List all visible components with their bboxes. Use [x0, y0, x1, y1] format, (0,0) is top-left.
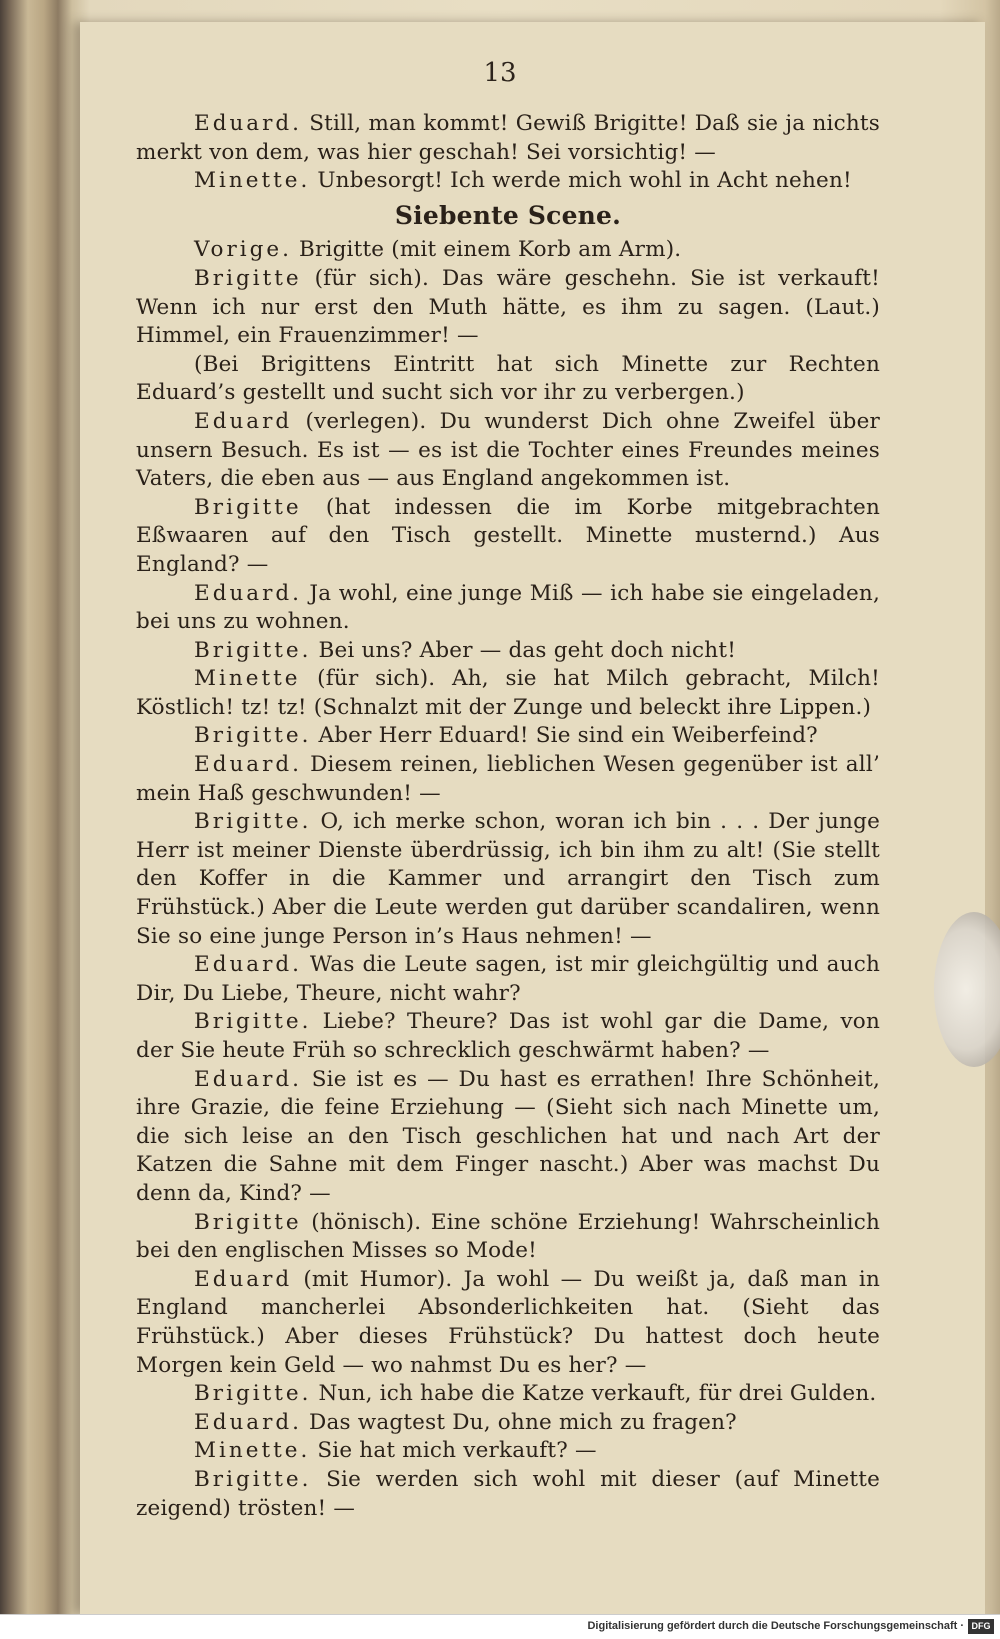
dialogue-paragraph: [136, 494, 880, 580]
dialogue-text: Bei uns? Aber — das geht doch nicht!: [311, 637, 737, 663]
dialogue-paragraph: [136, 1437, 880, 1466]
speaker-name: Vorige.: [194, 237, 292, 263]
dialogue-paragraph: [136, 722, 880, 751]
speaker-name: Minette.: [194, 1438, 311, 1464]
speaker-name: Brigitte.: [194, 723, 312, 749]
dialogue-paragraph: [136, 808, 880, 951]
speaker-name: Brigitte.: [194, 1466, 312, 1492]
dialogue-text: O, ich merke schon, woran ich bin . . . Der junge Herr ist meiner Dienste überdrüssig, ich bin ihm zu alt! (Sie stellt den Koffer in die Kammer und arrangirt den Tisch zum Frühstück.) Aber die Leute werden gut darüber scandaliren, wenn Sie so eine junge Person in’s Haus nehmen! —: [136, 809, 880, 949]
dialogue-text: Sie werden sich wohl mit dieser (auf Minette zeigend) trösten! —: [136, 1466, 880, 1521]
dialogue-paragraph: [136, 167, 880, 196]
dialogue-text: (mit Humor). Ja wohl — Du weißt ja, daß man in England mancherlei Absonderlichkeiten hat. (Sieht das Frühstück.) Aber dieses Frühstück? Du hattest doch heute Morgen kein Geld — wo nahmst Du es her? —: [136, 1266, 880, 1378]
dialogue-paragraph: [136, 1409, 880, 1438]
speaker-name: Minette.: [194, 168, 311, 194]
speaker-name: Eduard: [194, 408, 293, 434]
speaker-name: Brigitte: [194, 1209, 302, 1235]
dialogue-text: (für sich). Ah, sie hat Milch gebracht, Milch! Köstlich! tz! tz! (Schnalzt mit der Zunge und beleckt ihre Lippen.): [136, 666, 880, 720]
speaker-name: Brigitte.: [194, 637, 312, 663]
dialogue-paragraph: [136, 1380, 880, 1409]
speaker-name: Eduard.: [194, 952, 302, 978]
dialogue-paragraph: [136, 351, 880, 408]
footer-bar: [0, 1614, 1000, 1639]
speaker-name: Minette: [194, 666, 301, 692]
dialogue-text: Brigitte (mit einem Korb am Arm).: [291, 237, 682, 263]
dialogue-text: Ja wohl, eine junge Miß — ich habe sie eingeladen, bei uns zu wohnen.: [136, 580, 880, 635]
dfg-logo: DFG: [968, 1619, 994, 1634]
body-text: [136, 110, 880, 1523]
speaker-name: Brigitte: [194, 265, 302, 291]
dialogue-text: Nun, ich habe die Katze verkauft, für drei Gulden.: [311, 1381, 877, 1407]
speaker-name: Eduard.: [194, 1409, 302, 1435]
dialogue-text: Das wagtest Du, ohne mich zu fragen?: [302, 1409, 737, 1435]
speaker-name: Eduard.: [194, 752, 302, 778]
dialogue-paragraph: [136, 110, 880, 167]
speaker-name: Eduard: [194, 1266, 293, 1292]
dialogue-paragraph: [136, 265, 880, 351]
dialogue-paragraph: [136, 637, 880, 666]
dialogue-paragraph: [136, 1266, 880, 1380]
dialogue-paragraph: [136, 408, 880, 494]
speaker-name: Eduard.: [194, 580, 302, 606]
speaker-name: Eduard.: [194, 111, 302, 136]
dialogue-paragraph: [136, 751, 880, 808]
dialogue-text: Aber Herr Eduard! Sie sind ein Weiberfeind?: [311, 723, 818, 749]
dialogue-text: Unbesorgt! Ich werde mich wohl in Acht nehen!: [310, 168, 852, 194]
dialogue-text: Still, man kommt! Gewiß Brigitte! Daß sie ja nichts merkt von dem, was hier geschah! Sei vorsichtig! —: [136, 111, 880, 165]
dialogue-text: Sie hat mich verkauft? —: [310, 1438, 597, 1464]
dialogue-paragraph: [136, 1209, 880, 1266]
dialogue-text: Sie ist es — Du hast es errathen! Ihre Schönheit, ihre Grazie, die feine Erziehung — (Sieht sich nach Minette um, die sich leise an den Tisch geschlichen hat und nach Art der Katzen die Sahne mit dem Finger nascht.) Aber was machst Du denn da, Kind? —: [136, 1066, 880, 1206]
dialogue-paragraph: [136, 1008, 880, 1065]
speaker-name: Brigitte.: [194, 1381, 312, 1407]
page-number: 13: [483, 58, 517, 88]
dialogue-paragraph: [136, 580, 880, 637]
speaker-name: Brigitte.: [194, 809, 312, 835]
dialogue-paragraph: [136, 665, 880, 722]
dialogue-text: (hönisch). Eine schöne Erziehung! Wahrscheinlich bei den englischen Misses so Mode!: [136, 1209, 880, 1264]
speaker-name: Eduard.: [194, 1066, 302, 1092]
dialogue-text: Was die Leute sagen, ist mir gleichgültig und auch Dir, Du Liebe, Theure, nicht wahr?: [136, 952, 880, 1006]
scene-heading: Siebente Scene.: [394, 200, 622, 230]
dialogue-text: (verlegen). Du wunderst Dich ohne Zweifel über unsern Besuch. Es ist — es ist die Tochter eines Freundes meines Vaters, die eben aus — aus England angekommen ist.: [136, 408, 880, 492]
dialogue-paragraph: [136, 951, 880, 1008]
speaker-name: Brigitte.: [194, 1009, 312, 1035]
dialogue-paragraph: [136, 1466, 880, 1523]
dialogue-text: (hat indessen die im Korbe mitgebrachten Eßwaaren auf den Tisch gestellt. Minette musternd.) Aus England? —: [136, 494, 880, 577]
dialogue-text: Diesem reinen, lieblichen Wesen gegenüber ist all’ mein Haß geschwunden! —: [136, 752, 880, 806]
speaker-name: Brigitte: [194, 494, 302, 520]
dialogue-text: (für sich). Das wäre geschehn. Sie ist verkauft! Wenn ich nur erst den Muth hätte, es ihm zu sagen. (Laut.) Himmel, ein Frauenzimmer! —: [136, 265, 880, 349]
dialogue-text: Liebe? Theure? Das ist wohl gar die Dame, von der Sie heute Früh so schrecklich geschwärmt haben? —: [136, 1009, 880, 1063]
dialogue-paragraph: [136, 1066, 880, 1209]
dialogue-text: (Bei Brigittens Eintritt hat sich Minette zur Rechten Eduard’s gestellt und sucht sich vor ihr zu verbergen.): [136, 351, 880, 406]
footer-credit: Digitalisierung gefördert durch die Deutsche Forschungsgemeinschaft ·: [587, 1620, 964, 1632]
dialogue-paragraph: [136, 236, 880, 265]
